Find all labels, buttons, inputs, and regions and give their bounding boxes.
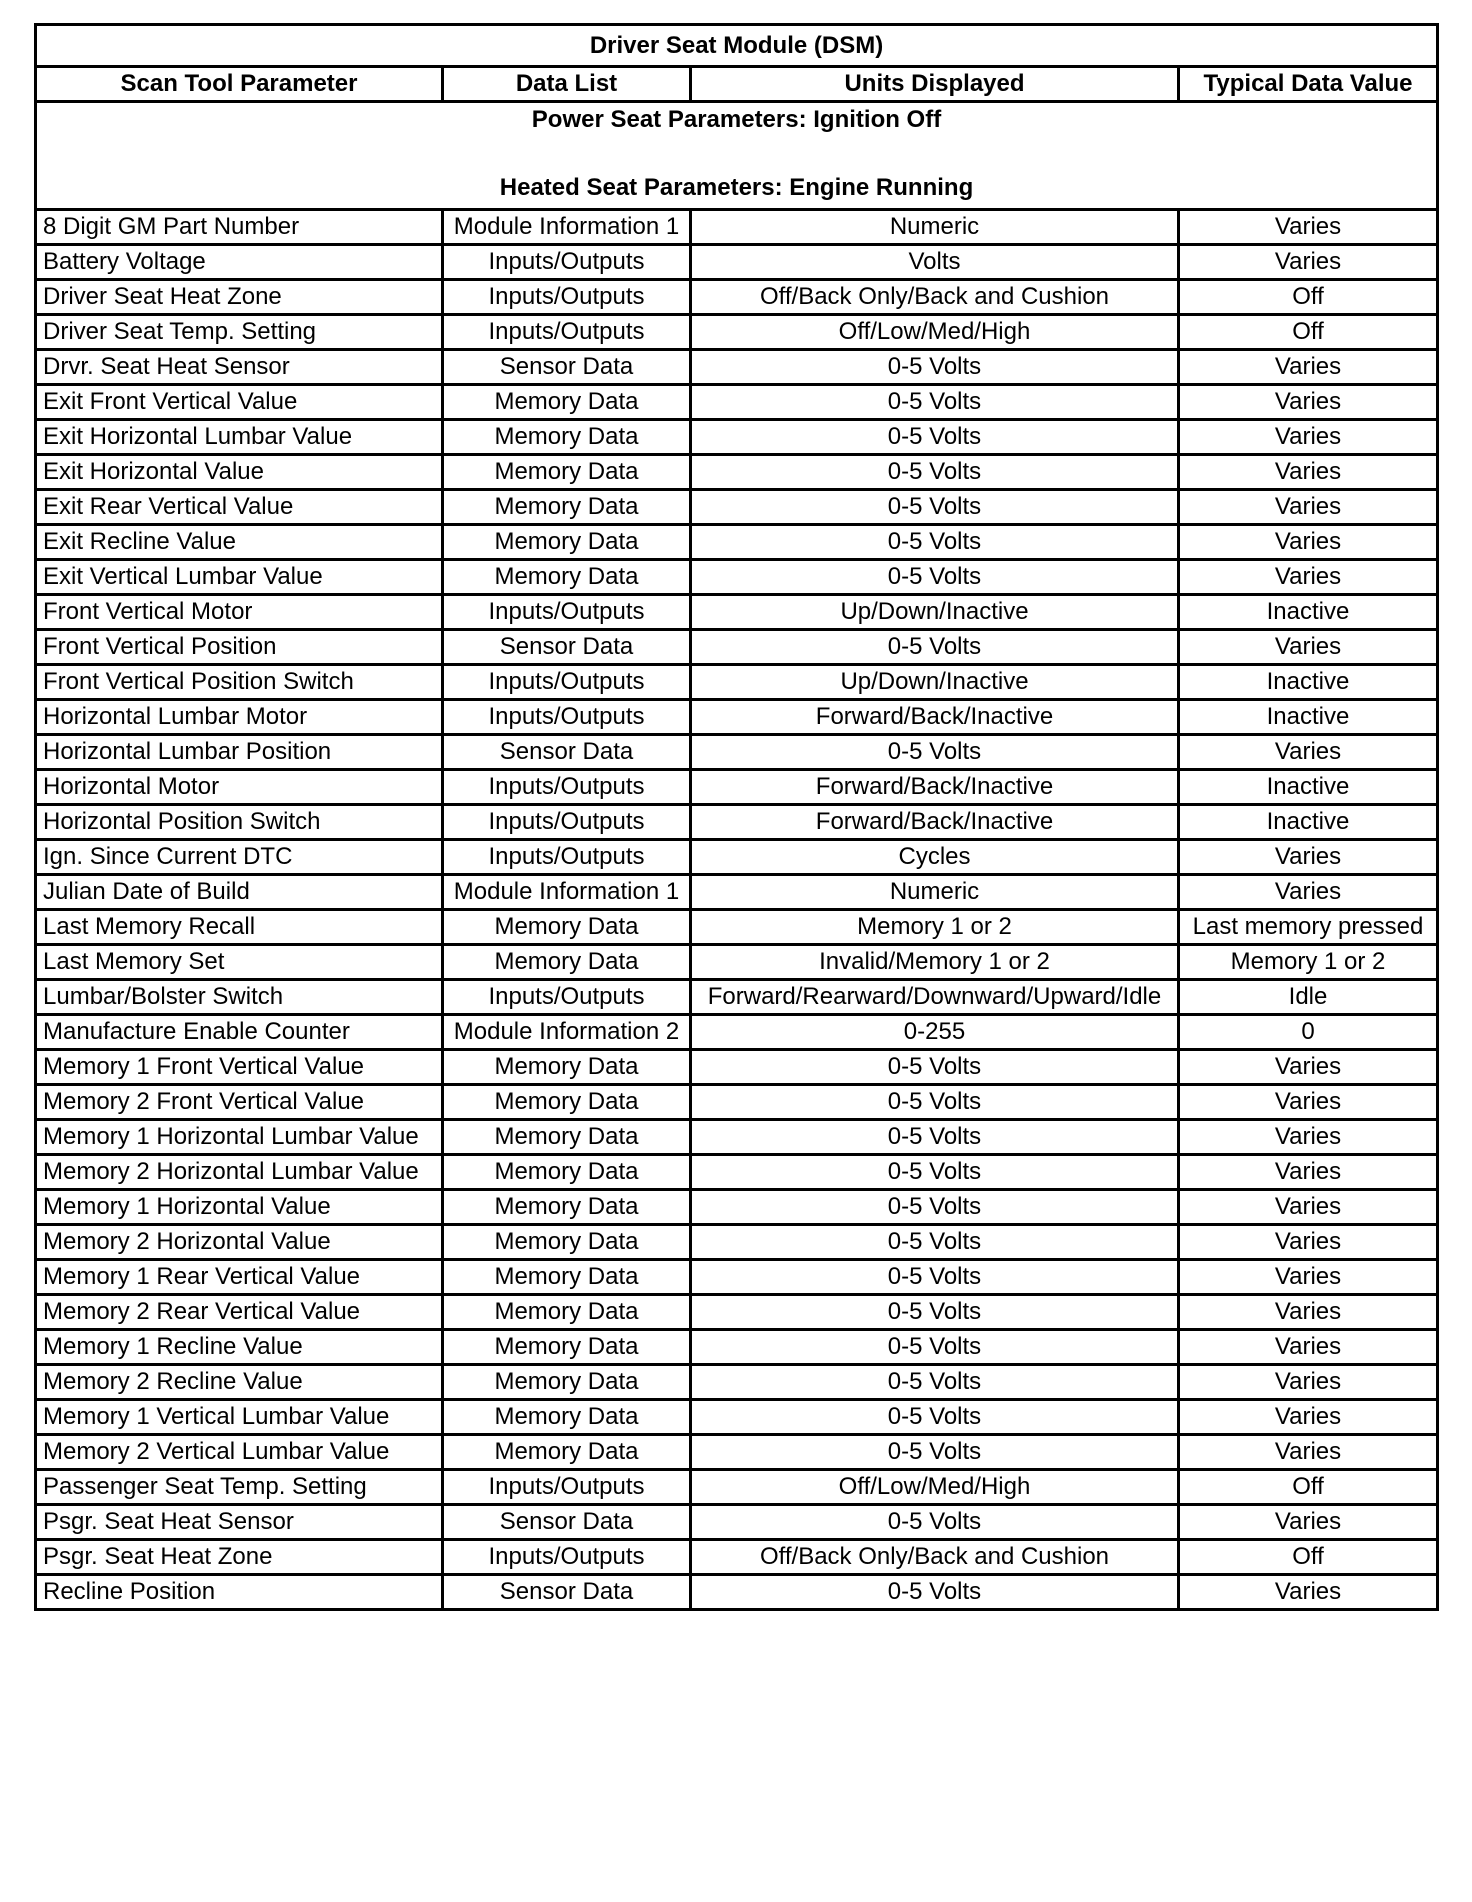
parameter-cell: Psgr. Seat Heat Sensor — [36, 1505, 443, 1540]
typical-value-cell: Off — [1179, 1540, 1438, 1575]
units-cell: 0-5 Volts — [691, 560, 1179, 595]
typical-value-cell: Varies — [1179, 1575, 1438, 1610]
typical-value-cell: Varies — [1179, 875, 1438, 910]
units-cell: 0-5 Volts — [691, 1155, 1179, 1190]
data-list-cell: Sensor Data — [443, 350, 691, 385]
data-list-cell: Memory Data — [443, 1435, 691, 1470]
parameter-cell: Memory 2 Vertical Lumbar Value — [36, 1435, 443, 1470]
units-cell: 0-5 Volts — [691, 1225, 1179, 1260]
parameter-cell: Lumbar/Bolster Switch — [36, 980, 443, 1015]
units-cell: 0-5 Volts — [691, 420, 1179, 455]
typical-value-cell: Varies — [1179, 1085, 1438, 1120]
data-list-cell: Module Information 1 — [443, 210, 691, 245]
table-row — [36, 630, 1438, 665]
table-row — [36, 1085, 1438, 1120]
data-list-cell: Memory Data — [443, 1295, 691, 1330]
typical-value-cell: Varies — [1179, 560, 1438, 595]
parameter-cell: Horizontal Position Switch — [36, 805, 443, 840]
table-row — [36, 1330, 1438, 1365]
parameter-cell: Front Vertical Position Switch — [36, 665, 443, 700]
units-cell: Invalid/Memory 1 or 2 — [691, 945, 1179, 980]
table-row — [36, 1155, 1438, 1190]
table-row — [36, 910, 1438, 945]
typical-value-cell: Varies — [1179, 1505, 1438, 1540]
units-cell: 0-5 Volts — [691, 525, 1179, 560]
header-row — [36, 67, 1438, 102]
table-row — [36, 1365, 1438, 1400]
parameter-cell: Recline Position — [36, 1575, 443, 1610]
typical-value-cell: Inactive — [1179, 595, 1438, 630]
units-cell: Memory 1 or 2 — [691, 910, 1179, 945]
units-cell: 0-5 Volts — [691, 1330, 1179, 1365]
header-data-list: Data List — [443, 67, 691, 102]
table-row — [36, 840, 1438, 875]
table-row — [36, 945, 1438, 980]
table-row — [36, 1295, 1438, 1330]
parameter-cell: Memory 2 Front Vertical Value — [36, 1085, 443, 1120]
data-list-cell: Memory Data — [443, 1085, 691, 1120]
table-row — [36, 1575, 1438, 1610]
data-list-cell: Inputs/Outputs — [443, 770, 691, 805]
units-cell: Off/Low/Med/High — [691, 315, 1179, 350]
units-cell: 0-5 Volts — [691, 735, 1179, 770]
parameter-cell: Exit Rear Vertical Value — [36, 490, 443, 525]
parameter-cell: Ign. Since Current DTC — [36, 840, 443, 875]
data-list-cell: Memory Data — [443, 1330, 691, 1365]
parameter-cell: Last Memory Recall — [36, 910, 443, 945]
data-list-cell: Inputs/Outputs — [443, 245, 691, 280]
table-row — [36, 280, 1438, 315]
data-list-cell: Inputs/Outputs — [443, 595, 691, 630]
typical-value-cell: Off — [1179, 1470, 1438, 1505]
heated-seat-note: Heated Seat Parameters: Engine Running — [499, 174, 974, 201]
table-row — [36, 595, 1438, 630]
typical-value-cell: Varies — [1179, 1260, 1438, 1295]
units-cell: 0-5 Volts — [691, 490, 1179, 525]
typical-value-cell: Varies — [1179, 525, 1438, 560]
units-cell: 0-5 Volts — [691, 630, 1179, 665]
parameter-cell: Julian Date of Build — [36, 875, 443, 910]
typical-value-cell: Varies — [1179, 1365, 1438, 1400]
data-list-cell: Inputs/Outputs — [443, 315, 691, 350]
table-row — [36, 1400, 1438, 1435]
units-cell: 0-5 Volts — [691, 1295, 1179, 1330]
typical-value-cell: Varies — [1179, 1155, 1438, 1190]
parameter-cell: Memory 2 Recline Value — [36, 1365, 443, 1400]
parameter-cell: Horizontal Lumbar Position — [36, 735, 443, 770]
units-cell: Cycles — [691, 840, 1179, 875]
dsm-parameter-table — [34, 23, 1439, 1611]
data-list-cell: Memory Data — [443, 455, 691, 490]
table-row — [36, 385, 1438, 420]
table-row — [36, 1260, 1438, 1295]
table-row — [36, 1540, 1438, 1575]
parameter-cell: Memory 1 Recline Value — [36, 1330, 443, 1365]
data-list-cell: Inputs/Outputs — [443, 1470, 691, 1505]
parameter-cell: Exit Front Vertical Value — [36, 385, 443, 420]
units-cell: 0-5 Volts — [691, 1050, 1179, 1085]
data-list-cell: Memory Data — [443, 1365, 691, 1400]
parameter-cell: Drvr. Seat Heat Sensor — [36, 350, 443, 385]
typical-value-cell: Varies — [1179, 420, 1438, 455]
units-cell: 0-5 Volts — [691, 1190, 1179, 1225]
parameter-cell: Manufacture Enable Counter — [36, 1015, 443, 1050]
typical-value-cell: Varies — [1179, 350, 1438, 385]
units-cell: 0-5 Volts — [691, 1505, 1179, 1540]
table-row — [36, 1505, 1438, 1540]
units-cell: 0-5 Volts — [691, 455, 1179, 490]
parameter-cell: Passenger Seat Temp. Setting — [36, 1470, 443, 1505]
units-cell: 0-5 Volts — [691, 1260, 1179, 1295]
units-cell: Off/Low/Med/High — [691, 1470, 1179, 1505]
parameter-cell: Driver Seat Temp. Setting — [36, 315, 443, 350]
table-row — [36, 1120, 1438, 1155]
units-cell: 0-5 Volts — [691, 1365, 1179, 1400]
table-row — [36, 1435, 1438, 1470]
parameter-cell: Horizontal Motor — [36, 770, 443, 805]
table-row — [36, 315, 1438, 350]
data-list-cell: Inputs/Outputs — [443, 840, 691, 875]
typical-value-cell: Varies — [1179, 385, 1438, 420]
parameter-cell: Last Memory Set — [36, 945, 443, 980]
units-cell: Volts — [691, 245, 1179, 280]
table-row — [36, 420, 1438, 455]
table-row — [36, 525, 1438, 560]
data-list-cell: Memory Data — [443, 490, 691, 525]
parameter-cell: Memory 2 Horizontal Lumbar Value — [36, 1155, 443, 1190]
parameter-cell: Memory 2 Horizontal Value — [36, 1225, 443, 1260]
data-list-cell: Memory Data — [443, 910, 691, 945]
units-cell: 0-5 Volts — [691, 1435, 1179, 1470]
typical-value-cell: Varies — [1179, 1435, 1438, 1470]
data-list-cell: Inputs/Outputs — [443, 665, 691, 700]
parameter-cell: Memory 1 Vertical Lumbar Value — [36, 1400, 443, 1435]
typical-value-cell: Off — [1179, 315, 1438, 350]
typical-value-cell: Memory 1 or 2 — [1179, 945, 1438, 980]
typical-value-cell: Varies — [1179, 1050, 1438, 1085]
data-list-cell: Memory Data — [443, 1120, 691, 1155]
typical-value-cell: Varies — [1179, 1120, 1438, 1155]
table-row — [36, 770, 1438, 805]
table-row — [36, 1470, 1438, 1505]
data-list-cell: Memory Data — [443, 1225, 691, 1260]
table-row — [36, 980, 1438, 1015]
table-row — [36, 665, 1438, 700]
parameter-cell: Driver Seat Heat Zone — [36, 280, 443, 315]
parameter-cell: Exit Vertical Lumbar Value — [36, 560, 443, 595]
typical-value-cell: Varies — [1179, 1225, 1438, 1260]
data-list-cell: Memory Data — [443, 1190, 691, 1225]
data-list-cell: Inputs/Outputs — [443, 1540, 691, 1575]
table-row — [36, 735, 1438, 770]
parameter-cell: Horizontal Lumbar Motor — [36, 700, 443, 735]
typical-value-cell: Inactive — [1179, 700, 1438, 735]
units-cell: Off/Back Only/Back and Cushion — [691, 1540, 1179, 1575]
typical-value-cell: 0 — [1179, 1015, 1438, 1050]
data-list-cell: Sensor Data — [443, 735, 691, 770]
data-list-cell: Module Information 2 — [443, 1015, 691, 1050]
units-cell: 0-5 Volts — [691, 385, 1179, 420]
parameter-cell: Memory 2 Rear Vertical Value — [36, 1295, 443, 1330]
data-list-cell: Inputs/Outputs — [443, 805, 691, 840]
units-cell: Forward/Back/Inactive — [691, 805, 1179, 840]
table-row — [36, 210, 1438, 245]
data-list-cell: Memory Data — [443, 1050, 691, 1085]
typical-value-cell: Varies — [1179, 245, 1438, 280]
data-list-cell: Inputs/Outputs — [443, 280, 691, 315]
typical-value-cell: Inactive — [1179, 805, 1438, 840]
typical-value-cell: Varies — [1179, 1400, 1438, 1435]
table-row — [36, 1190, 1438, 1225]
parameter-cell: Front Vertical Motor — [36, 595, 443, 630]
units-cell: 0-5 Volts — [691, 1575, 1179, 1610]
data-list-cell: Inputs/Outputs — [443, 980, 691, 1015]
data-list-cell: Memory Data — [443, 1400, 691, 1435]
units-cell: Forward/Back/Inactive — [691, 700, 1179, 735]
table-row — [36, 875, 1438, 910]
parameter-cell: Memory 1 Horizontal Lumbar Value — [36, 1120, 443, 1155]
typical-value-cell: Varies — [1179, 840, 1438, 875]
table-body — [36, 210, 1438, 1610]
parameter-cell: 8 Digit GM Part Number — [36, 210, 443, 245]
table-row — [36, 455, 1438, 490]
data-list-cell: Memory Data — [443, 945, 691, 980]
units-cell: Off/Back Only/Back and Cushion — [691, 280, 1179, 315]
data-list-cell: Module Information 1 — [443, 875, 691, 910]
table-row — [36, 700, 1438, 735]
units-cell: Up/Down/Inactive — [691, 595, 1179, 630]
table-row — [36, 1050, 1438, 1085]
units-cell: Forward/Back/Inactive — [691, 770, 1179, 805]
typical-value-cell: Inactive — [1179, 770, 1438, 805]
units-cell: 0-5 Volts — [691, 1085, 1179, 1120]
data-list-cell: Memory Data — [443, 385, 691, 420]
parameter-cell: Exit Horizontal Lumbar Value — [36, 420, 443, 455]
data-list-cell: Memory Data — [443, 525, 691, 560]
units-cell: 0-255 — [691, 1015, 1179, 1050]
table-row — [36, 350, 1438, 385]
typical-value-cell: Varies — [1179, 1330, 1438, 1365]
units-cell: Forward/Rearward/Downward/Upward/Idle — [691, 980, 1179, 1015]
parameter-cell: Front Vertical Position — [36, 630, 443, 665]
typical-value-cell: Varies — [1179, 735, 1438, 770]
header-units-displayed: Units Displayed — [691, 67, 1179, 102]
table-row — [36, 560, 1438, 595]
typical-value-cell: Varies — [1179, 1295, 1438, 1330]
parameter-cell: Psgr. Seat Heat Zone — [36, 1540, 443, 1575]
section-note — [36, 102, 1438, 210]
data-list-cell: Sensor Data — [443, 1505, 691, 1540]
parameter-cell: Memory 1 Rear Vertical Value — [36, 1260, 443, 1295]
units-cell: 0-5 Volts — [691, 1120, 1179, 1155]
typical-value-cell: Off — [1179, 280, 1438, 315]
typical-value-cell: Varies — [1179, 455, 1438, 490]
typical-value-cell: Varies — [1179, 490, 1438, 525]
units-cell: Numeric — [691, 875, 1179, 910]
typical-value-cell: Varies — [1179, 210, 1438, 245]
header-scan-tool-parameter: Scan Tool Parameter — [36, 67, 443, 102]
title-row — [36, 25, 1438, 67]
typical-value-cell: Varies — [1179, 630, 1438, 665]
data-list-cell: Inputs/Outputs — [443, 700, 691, 735]
data-list-cell: Memory Data — [443, 560, 691, 595]
typical-value-cell: Last memory pressed — [1179, 910, 1438, 945]
data-list-cell: Memory Data — [443, 1155, 691, 1190]
table-row — [36, 245, 1438, 280]
parameter-cell: Battery Voltage — [36, 245, 443, 280]
typical-value-cell: Inactive — [1179, 665, 1438, 700]
units-cell: 0-5 Volts — [691, 350, 1179, 385]
data-list-cell: Memory Data — [443, 1260, 691, 1295]
typical-value-cell: Idle — [1179, 980, 1438, 1015]
parameter-cell: Memory 1 Horizontal Value — [36, 1190, 443, 1225]
parameter-cell: Memory 1 Front Vertical Value — [36, 1050, 443, 1085]
units-cell: Up/Down/Inactive — [691, 665, 1179, 700]
data-list-cell: Sensor Data — [443, 630, 691, 665]
typical-value-cell: Varies — [1179, 1190, 1438, 1225]
header-typical-data-value: Typical Data Value — [1179, 67, 1438, 102]
units-cell: Numeric — [691, 210, 1179, 245]
power-seat-note: Power Seat Parameters: Ignition Off — [531, 106, 942, 133]
parameter-cell: Exit Horizontal Value — [36, 455, 443, 490]
data-list-cell: Sensor Data — [443, 1575, 691, 1610]
units-cell: 0-5 Volts — [691, 1400, 1179, 1435]
table-title: Driver Seat Module (DSM) — [36, 25, 1438, 67]
parameter-cell: Exit Recline Value — [36, 525, 443, 560]
table-row — [36, 1015, 1438, 1050]
data-list-cell: Memory Data — [443, 420, 691, 455]
table-row — [36, 805, 1438, 840]
section-row — [36, 102, 1438, 210]
section-gap — [43, 137, 1430, 171]
table-row — [36, 1225, 1438, 1260]
table-row — [36, 490, 1438, 525]
